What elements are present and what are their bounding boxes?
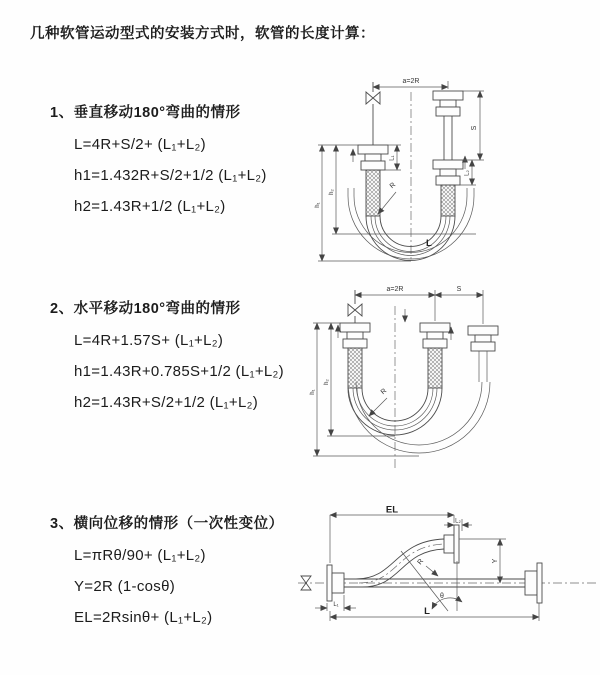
section-3-heading: 3、横向位移的情形（一次性变位） [50,516,284,532]
dimension-s [435,286,483,295]
right-flange-fitting-moved [468,290,498,382]
diagram-2-drawing [305,278,595,474]
section-1-heading: 1、垂直移动180°弯曲的情形 [50,105,241,121]
braided-hose-section [348,348,362,388]
dim-label-l1: L₁ [333,602,339,608]
section-2 [50,297,284,418]
section-1 [50,101,267,222]
dimension-s [463,91,484,160]
formula-line: h1=1.43R+0.785S+1/2 (L₁+L₂) [74,363,284,380]
u-bend-hose [366,216,455,260]
upper-flange-fitting-moved [444,525,459,563]
dim-label-h2: h₂ [324,379,330,385]
dim-label-h2: h₂ [329,189,335,195]
page-title: 几种软管运动型式的安装方式时，软管的长度计算： [30,26,375,42]
formula-line: h2=1.43R+1/2 (L₁+L₂) [74,198,226,215]
braided-hose-section [428,348,442,388]
formula-line: EL=2Rsinθ+ (L₁+L₂) [74,609,213,626]
dim-label-a2r: a=2R [386,286,404,293]
dim-label-h1: h₁ [310,389,316,395]
valve-icon [366,82,380,145]
dim-label-theta: θ [440,593,444,600]
section-2-heading: 2、水平移动180°弯曲的情形 [50,301,241,317]
dim-label-s: S [456,286,462,293]
dim-label-a2r: a=2R [402,78,420,85]
dim-label-l2: L₂ [455,518,461,525]
formula-line: Y=2R (1-cosθ) [74,578,176,595]
dim-label-r: R [388,181,398,191]
left-flange-fitting [327,565,344,601]
dim-label-r: R [416,557,426,567]
middle-flange-fitting [420,290,450,388]
dim-label-l-total: L [426,238,432,249]
dim-label-r: R [379,387,389,397]
dim-label-y: Y [492,558,499,564]
formula-line: h2=1.43R+S/2+1/2 (L₁+L₂) [74,394,259,411]
section-2-formulas [74,325,284,418]
dimension-l1 [315,595,356,611]
dim-label-l: L [424,606,430,617]
section-3-formulas [74,540,284,633]
dimension-y [459,539,506,583]
dimension-el [330,504,454,567]
section-1-formulas [74,129,267,222]
diagram-vertical-180-bend [308,68,595,265]
left-flange-fitting [340,323,370,388]
diagram-1-drawing [308,68,595,265]
angle-construction [401,551,462,611]
dim-label-s: S [471,125,478,131]
dimension-a2r [373,78,448,89]
formula-line: L=4R+S/2+ (L₁+L₂) [74,136,206,153]
diagram-3-drawing [296,503,600,653]
braided-hose-section [441,185,455,216]
formula-line: h1=1.432R+S/2+1/2 (L₁+L₂) [74,167,267,184]
dimension-l-total [330,603,539,621]
s-curve-hose [356,539,444,587]
braided-hose-section [366,170,380,216]
formula-line: L=πRθ/90+ (L₁+L₂) [74,547,206,564]
dimension-a2r [355,286,435,295]
dim-label-l2: L₂ [464,170,471,176]
formula-line: L=4R+1.57S+ (L₁+L₂) [74,332,224,349]
right-flange-fitting [525,563,542,603]
diagram-lateral-displacement [296,503,600,653]
dim-label-h1: h₁ [315,202,321,208]
right-flange-fitting [433,91,463,216]
section-3 [50,512,284,633]
radius-callout [378,182,397,214]
radius-callout [417,558,438,576]
diagram-horizontal-180-bend [305,278,595,474]
dim-label-l1: L₁ [389,155,396,161]
dim-label-el: EL [385,504,399,516]
left-flange-fitting [358,145,388,216]
